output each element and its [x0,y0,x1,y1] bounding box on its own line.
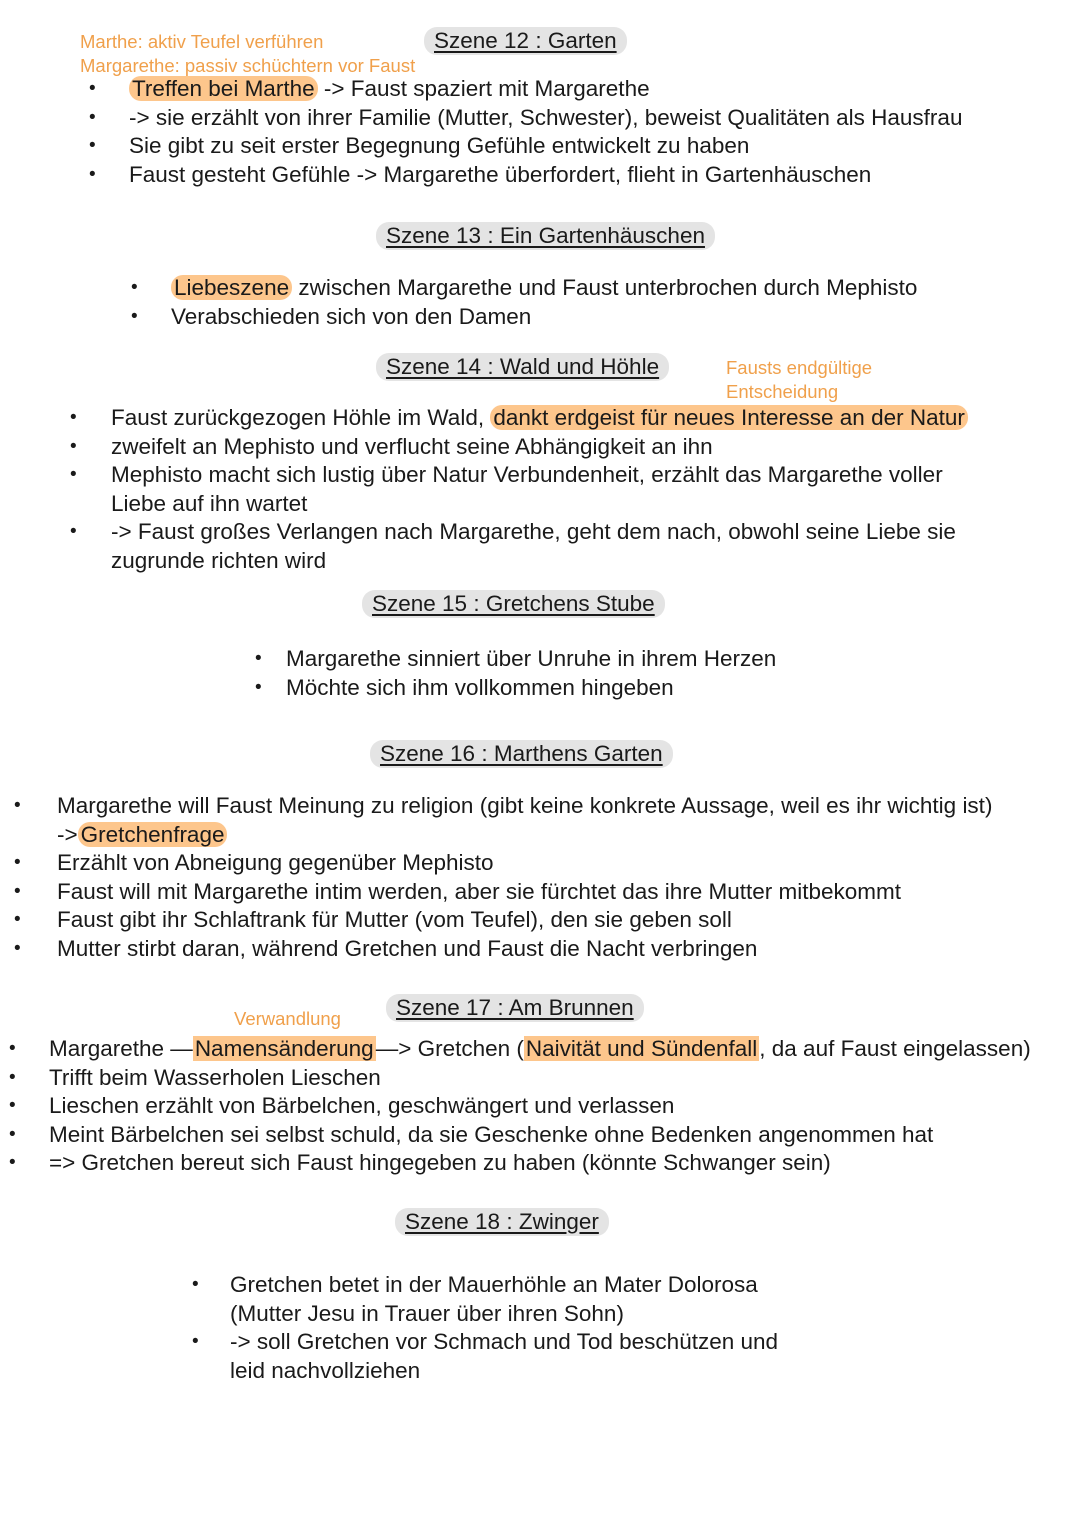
scene-17-title: Szene 17 : Am Brunnen [386,994,644,1022]
list-item [49,1035,1031,1064]
list-item: • Verabschieden sich von den Damen [171,303,917,332]
scene-14-list [111,404,968,576]
scene-17-list [49,1035,1031,1178]
list-item [230,1271,778,1328]
note-entscheidung-1: Fausts endgültige [726,357,873,378]
list-item: • Erzählt von Abneigung gegenüber Mephisto [57,849,992,878]
list-item-text: Mephisto macht sich lustig über Natur Verbundenheit, erzählt das Margarethe voller [111,462,943,488]
list-item: • Faust gibt ihr Schlaftrank für Mutter (vom Teufel), den sie geben soll [57,906,992,935]
list-item [171,274,917,303]
list-item [111,461,968,518]
list-item-text: leid nachvollziehen [230,1357,421,1383]
highlight: Liebeszene [171,275,292,300]
list-item-text: -> [57,821,78,847]
list-item-text: Gretchen betet in der Mauerhöhle an Mater Dolorosa [230,1272,758,1297]
scene-14-title: Szene 14 : Wald und Höhle [376,353,669,381]
scene-12-title: Szene 12 : Garten [424,27,627,55]
list-item-text: Margarethe will Faust Meinung zu religion (gibt keine konkrete Aussage, weil es ihr wichtig ist) [57,793,993,818]
scene-15-list [286,645,776,702]
list-item [230,1328,778,1385]
list-item: • Faust gesteht Gefühle -> Margarethe überfordert, flieht in Gartenhäuschen [129,161,962,190]
list-item-text: —> Gretchen ( [375,1036,524,1061]
list-item: • -> sie erzählt von ihrer Familie (Mutter, Schwester), beweist Qualitäten als Hausfrau [129,104,962,133]
list-item-text: zwischen Margarethe und Faust unterbrochen durch Mephisto [292,275,918,300]
list-item: • => Gretchen bereut sich Faust hingegeben zu haben (könnte Schwanger sein) [49,1149,1031,1178]
list-item: • Margarethe sinniert über Unruhe in ihrem Herzen [286,645,776,674]
scene-13-list [171,274,917,331]
list-item [111,518,968,575]
highlight: Treffen bei Marthe [129,76,318,101]
highlight: Namensänderung [194,1036,374,1061]
highlight: Gretchenfrage [78,822,228,847]
scene-18-title: Szene 18 : Zwinger [395,1208,609,1236]
list-item: • Lieschen erzählt von Bärbelchen, geschwängert und verlassen [49,1092,1031,1121]
highlight: Naivität und Sündenfall [525,1036,758,1061]
list-item-text: (Mutter Jesu in Trauer über ihren Sohn) [230,1300,624,1326]
scene-12-list [129,75,962,189]
list-item-text: Liebe auf ihn wartet [111,490,308,516]
scene-13-title: Szene 13 : Ein Gartenhäuschen [376,222,715,250]
list-item: • Sie gibt zu seit erster Begegnung Gefühle entwickelt zu haben [129,132,962,161]
list-item-text: -> Faust spaziert mit Margarethe [317,76,650,101]
list-item: • Faust will mit Margarethe intim werden, aber sie fürchtet das ihre Mutter mitbekommt [57,878,992,907]
list-item-text: Margarethe — [49,1036,193,1061]
note-verwandlung: Verwandlung [234,1008,341,1029]
note-marthe: Marthe: aktiv Teufel verführen [80,31,324,52]
list-item [57,792,992,849]
scene-16-title: Szene 16 : Marthens Garten [370,740,673,768]
list-item: • zweifelt an Mephisto und verflucht seine Abhängigkeit an ihn [111,433,968,462]
scene-18-list [230,1271,778,1385]
list-item: • Möchte sich ihm vollkommen hingeben [286,674,776,703]
highlight: dankt erdgeist für neues Interesse an der Natur [490,405,968,430]
note-entscheidung-2: Entscheidung [726,381,839,402]
list-item-text: , da auf Faust eingelassen) [759,1036,1031,1061]
list-item: • Meint Bärbelchen sei selbst schuld, da sie Geschenke ohne Bedenken angenommen hat [49,1121,1031,1150]
list-item-text: -> soll Gretchen vor Schmach und Tod beschützen und [230,1329,779,1355]
list-item [111,404,968,433]
list-item-text: zugrunde richten wird [111,547,327,573]
list-item: • Trifft beim Wasserholen Lieschen [49,1064,1031,1093]
scene-16-list [57,792,992,964]
scene-15-title: Szene 15 : Gretchens Stube [362,590,665,618]
list-item-text: Faust zurückgezogen Höhle im Wald, [111,405,491,430]
list-item [129,75,962,104]
list-item: • Mutter stirbt daran, während Gretchen und Faust die Nacht verbringen [57,935,992,964]
list-item-text: -> Faust großes Verlangen nach Margarethe, geht dem nach, obwohl seine Liebe sie [111,519,956,545]
note-margarethe: Margarethe: passiv schüchtern vor Faust [80,55,416,76]
